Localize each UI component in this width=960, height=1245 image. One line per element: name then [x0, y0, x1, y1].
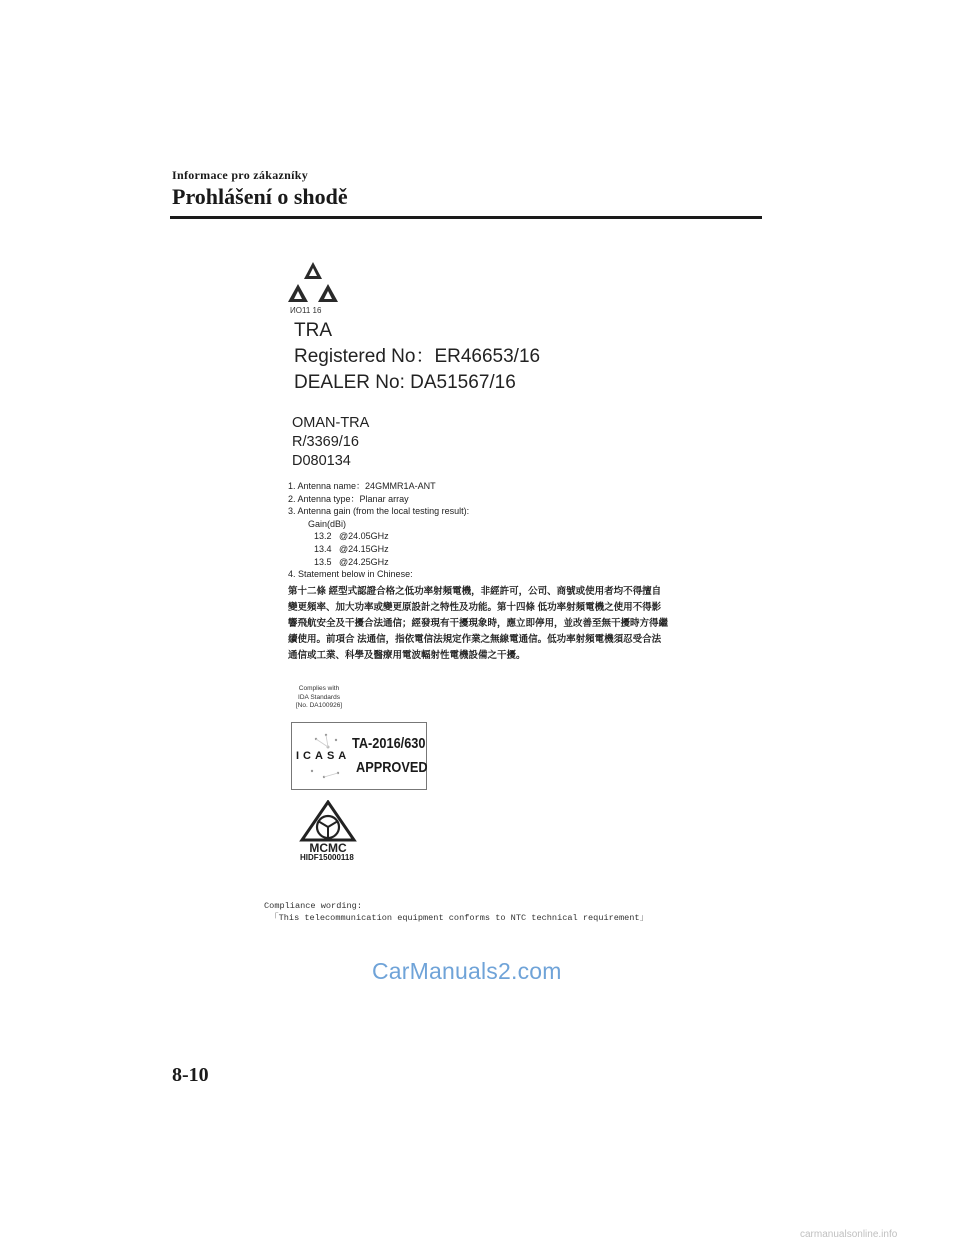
- icasa-approval-mark: [291, 722, 427, 790]
- antenna-name: 1. Antenna name：24GMMR1A-ANT: [288, 481, 436, 491]
- ntc-compliance-wording: [264, 900, 668, 930]
- oman-line-1: OMAN-TRA: [292, 415, 370, 431]
- watermark: CarManuals2.com: [372, 958, 562, 984]
- title-rule: [170, 216, 762, 219]
- mcmc-wordmark: MCMC: [309, 841, 347, 854]
- icasa-approval-number: TA-2016/630: [352, 735, 426, 752]
- ida-line-3: [No. DA100926]: [295, 702, 343, 709]
- antenna-type: 2. Antenna type：Planar array: [288, 493, 409, 504]
- tra-registered-no: Registered No：ER46653/16: [294, 346, 541, 367]
- tra-logo-code: ИO11 16: [290, 306, 322, 315]
- tra-registration: [294, 318, 540, 396]
- page-number: 8-10: [172, 1064, 209, 1086]
- tra-logo-icon: [288, 258, 340, 316]
- icasa-wordmark: ICASA: [296, 750, 351, 762]
- oman-registration: [292, 414, 369, 471]
- tra-dealer-no: DEALER No: DA51567/16: [294, 372, 516, 393]
- antenna-gain-row: 13.5 @24.25GHz: [314, 556, 389, 567]
- section-label: Informace pro zákazníky: [172, 168, 309, 182]
- mcmc-logo-icon: [296, 800, 360, 854]
- ida-line-2: IDA Standards: [298, 693, 340, 701]
- tra-name: TRA: [294, 320, 332, 341]
- page-title: Prohlášení o shodě: [172, 184, 348, 209]
- ida-compliance-mark: [288, 685, 350, 711]
- icasa-approved-label: APPROVED: [356, 759, 428, 776]
- antenna-gain-header: Gain(dBi): [308, 518, 347, 529]
- chinese-statement: 第十二條 經型式認證合格之低功率射頻電機，非經許可，公司、商號或使用者均不得擅自變更頻率、加大功率或變更原設計之特性及功能。第十四條 低功率射頻電機之使用不得影響飛航安全及干擾合法通信；經發現有干擾現象時，應立即停用，並改善至無干擾時方得繼續使用。前項合 法通信，指依電信法規定作業之無線電通信。低功率射頻電機須忍受合法通信或工業、科學及醫療用電波輻射性電機設備之干擾。: [288, 586, 669, 661]
- compliance-text: 「This telecommunication equipment conforms to NTC technical requirement」: [270, 913, 649, 923]
- mcmc-code: HIDF15000118: [300, 853, 354, 862]
- antenna-gain-intro: 3. Antenna gain (from the local testing result):: [288, 506, 470, 517]
- oman-line-3: D080134: [292, 453, 351, 469]
- oman-line-2: R/3369/16: [292, 434, 359, 450]
- corner-watermark: carmanualsonline.info: [800, 1229, 898, 1240]
- ida-line-1: Complies with: [298, 685, 340, 692]
- chinese-statement-label: 4. Statement below in Chinese:: [288, 569, 413, 580]
- antenna-gain-row: 13.4 @24.15GHz: [314, 543, 389, 554]
- compliance-label: Compliance wording:: [264, 901, 362, 911]
- antenna-specs: [288, 480, 469, 581]
- antenna-gain-row: 13.2 @24.05GHz: [314, 531, 389, 542]
